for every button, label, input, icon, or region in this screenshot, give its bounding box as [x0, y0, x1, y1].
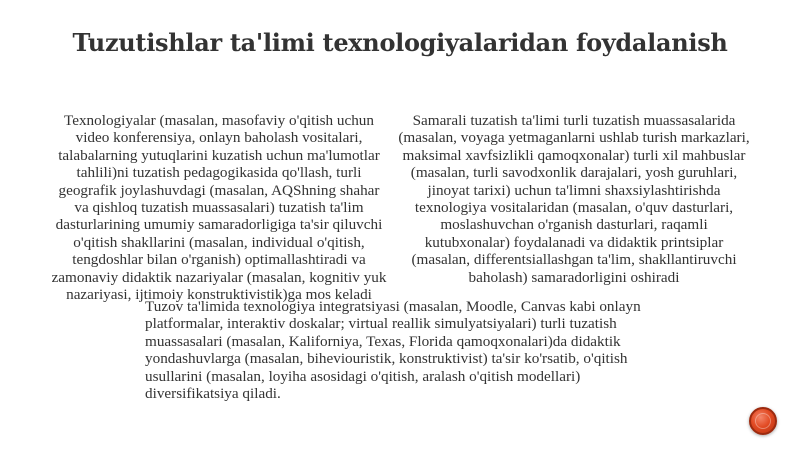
right-column-text: Samarali tuzatish ta'limi turli tuzatish muassasalarida (masalan, voyaga yetmaganlarni ushlab turish markazlari, maksimal xavfsizlikli qamoqxonalar) turli xil mahbuslar (masalan, turli savodxonlik darajalari, yosh guruhlari, jinoyat tarixi) uchun ta'limni shaxsiylashtirishda texnologiya vositalaridan (masalan, o'quv dasturlari, moslashuvchan o'rganish dasturlari, raqamli kutubxonalar) foydalanadi va didaktik printsiplar (masalan, differentsiallashgan ta'lim, shakllantiruvchi baholash) samaradorligini oshiradi	[398, 112, 750, 286]
next-slide-button[interactable]	[749, 407, 777, 435]
left-column-text: Texnologiyalar (masalan, masofaviy o'qitish uchun video konferensiya, onlayn baholash vositalari, talabalarning yutuqlarini kuzatish uchun ma'lumotlar tahlili)ni tuzatish pedagogikasida qo'llash, turli geografik joylashuvdagi (masalan, AQShning shahar va qishloq tuzatish muassasalari) tuzatish ta'lim dasturlarining umumiy samaradorligiga ta'sir qiluvchi o'qitish shakllarini (masalan, individual o'qitish, tengdoshlar bilan o'rganish) optimallashtiradi va zamonaviy didaktik nazariyalar (masalan, kognitiv yuk nazariyasi, ijtimoiy konstruktivistik)ga mos keladi	[51, 112, 387, 304]
slide-title: Tuzutishlar ta'limi texnologiyalaridan foydalanish	[72, 28, 728, 57]
overlay-text-block: Tuzov ta'limida texnologiya integratsiyasi (masalan, Moodle, Canvas kabi onlayn platformalar, interaktiv doskalar; virtual reallik simulyatsiyalari) turli tuzatish muassasalari (masalan, Kaliforniya, Texas, Florida qamoqxonalari)da didaktik yondashuvlarga (masalan, biheviouristik, konstruktivist) ta'sir ko'rsatib, o'qitish usullarini (masalan, loyiha asosidagi o'qitish, aralash o'qitish modellari) diversifikatsiya qiladi.	[145, 298, 641, 403]
